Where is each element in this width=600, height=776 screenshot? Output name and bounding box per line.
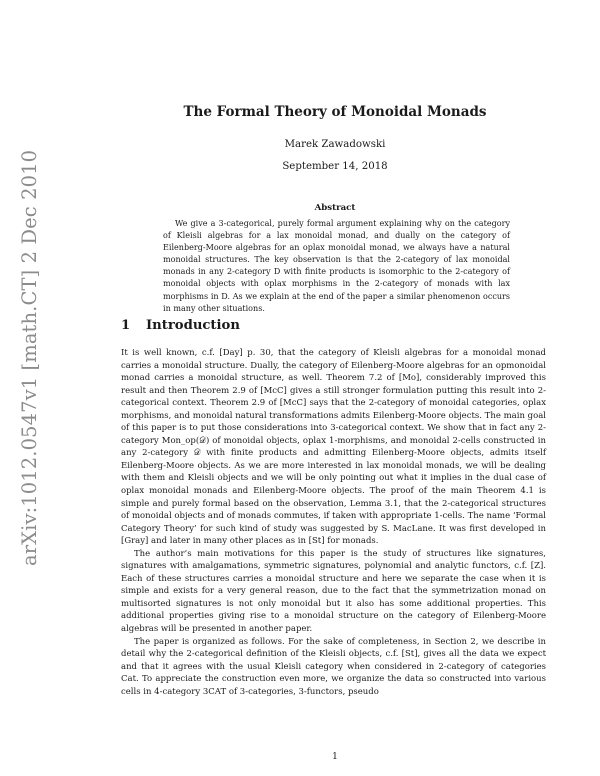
paragraph: The author’s main motivations for this paper is the study of structures like signatures, signatures with amalgamations, symmetric signatures, polynomial and analytic functors, c.f. [Z]. Each of these structures carries a monoidal structure and here we separate the case when it is simple and exists for a very general reason, due to the fact that the symmetrization monad on multisorted signatures is not only monoidal but it also has some additional properties. This additional properties giving rise to a monoidal structure on the category of Eilenberg-Moore algebras will be presented in another paper.: [121, 548, 546, 635]
page-number: 1: [332, 752, 338, 762]
abstract-text: We give a 3-categorical, purely formal argument explaining why on the category of Kleisli algebras for a lax monoidal monad, and dually on the category of Eilenberg-Moore algebras for an oplax monoidal monad, we always have a natural monoidal structures. The key observation is that the 2-category of lax monoidal monads in any 2-category D with finite products is isomorphic to the 2-category of monoidal objects with oplax morphisms in the 2-category of monads with lax morphisms in D. As we explain at the end of the paper a similar phenomenon occurs in many other situations.: [163, 219, 510, 313]
section-heading: [121, 318, 240, 333]
paragraph: The paper is organized as follows. For the sake of completeness, in Section 2, we describe in detail why the 2-categorical definition of the Kleisli objects, c.f. [St], gives all the data we expect and that it agrees with the usual Kleisli category when considered in 2-category of categories Cat. To appreciate the construction even more, we organize the data so constructed into various cells in 4-category 3CAT of 3-categories, 3-functors, pseudo: [121, 636, 546, 697]
paper-date: September 14, 2018: [282, 161, 388, 172]
body-text: [121, 347, 546, 698]
paper-title: The Formal Theory of Monoidal Monads: [183, 104, 487, 120]
author-name: Marek Zawadowski: [284, 139, 386, 150]
section-title: Introduction: [146, 318, 240, 333]
arxiv-stamp: arXiv:1012.0547v1 [math.CT] 2 Dec 2010: [18, 149, 41, 566]
abstract-heading: Abstract: [314, 203, 356, 213]
section-number: 1: [121, 318, 131, 333]
paragraph: It is well known, c.f. [Day] p. 30, that the category of Kleisli algebras for a monoidal monad carries a monoidal structure. Dually, the category of Eilenberg-Moore algebras for an opmonoidal monad carries a monoidal structure, as well. Theorem 7.2 of [Mo], considerably improved this result and then Theorem 2.9 of [McC] gives a still stronger formulation putting this result into 2-categorical context. Theorem 2.9 of [McC] says that the 2-category of monoidal categories, oplax morphisms, and monoidal natural transformations admits Eilenberg-Moore objects. The main goal of this paper is to put those considerations into 3-categorical context. We show that in fact any 2-category Mon_op(𝒟) of monoidal objects, oplax 1-morphisms, and monoidal 2-cells constructed in any 2-category 𝒟 with finite products and admitting Eilenberg-Moore objects, admits itself Eilenberg-Moore objects. As we are more interested in lax monoidal monads, we will be dealing with them and Kleisli objects and we will be only pointing out what it implies in the dual case of oplax monoidal monads and Eilenberg-Moore objects. The proof of the main Theorem 4.1 is simple and purely formal based on the observation, Lemma 3.1, that the 2-categorical structures of monoidal objects and of monads commutes, if taken with appropriate 1-cells. The name ‘Formal Category Theory’ for such kind of study was suggested by S. MacLane. It was first developed in [Gray] and later in many other places as in [St] for monads.: [121, 348, 546, 547]
